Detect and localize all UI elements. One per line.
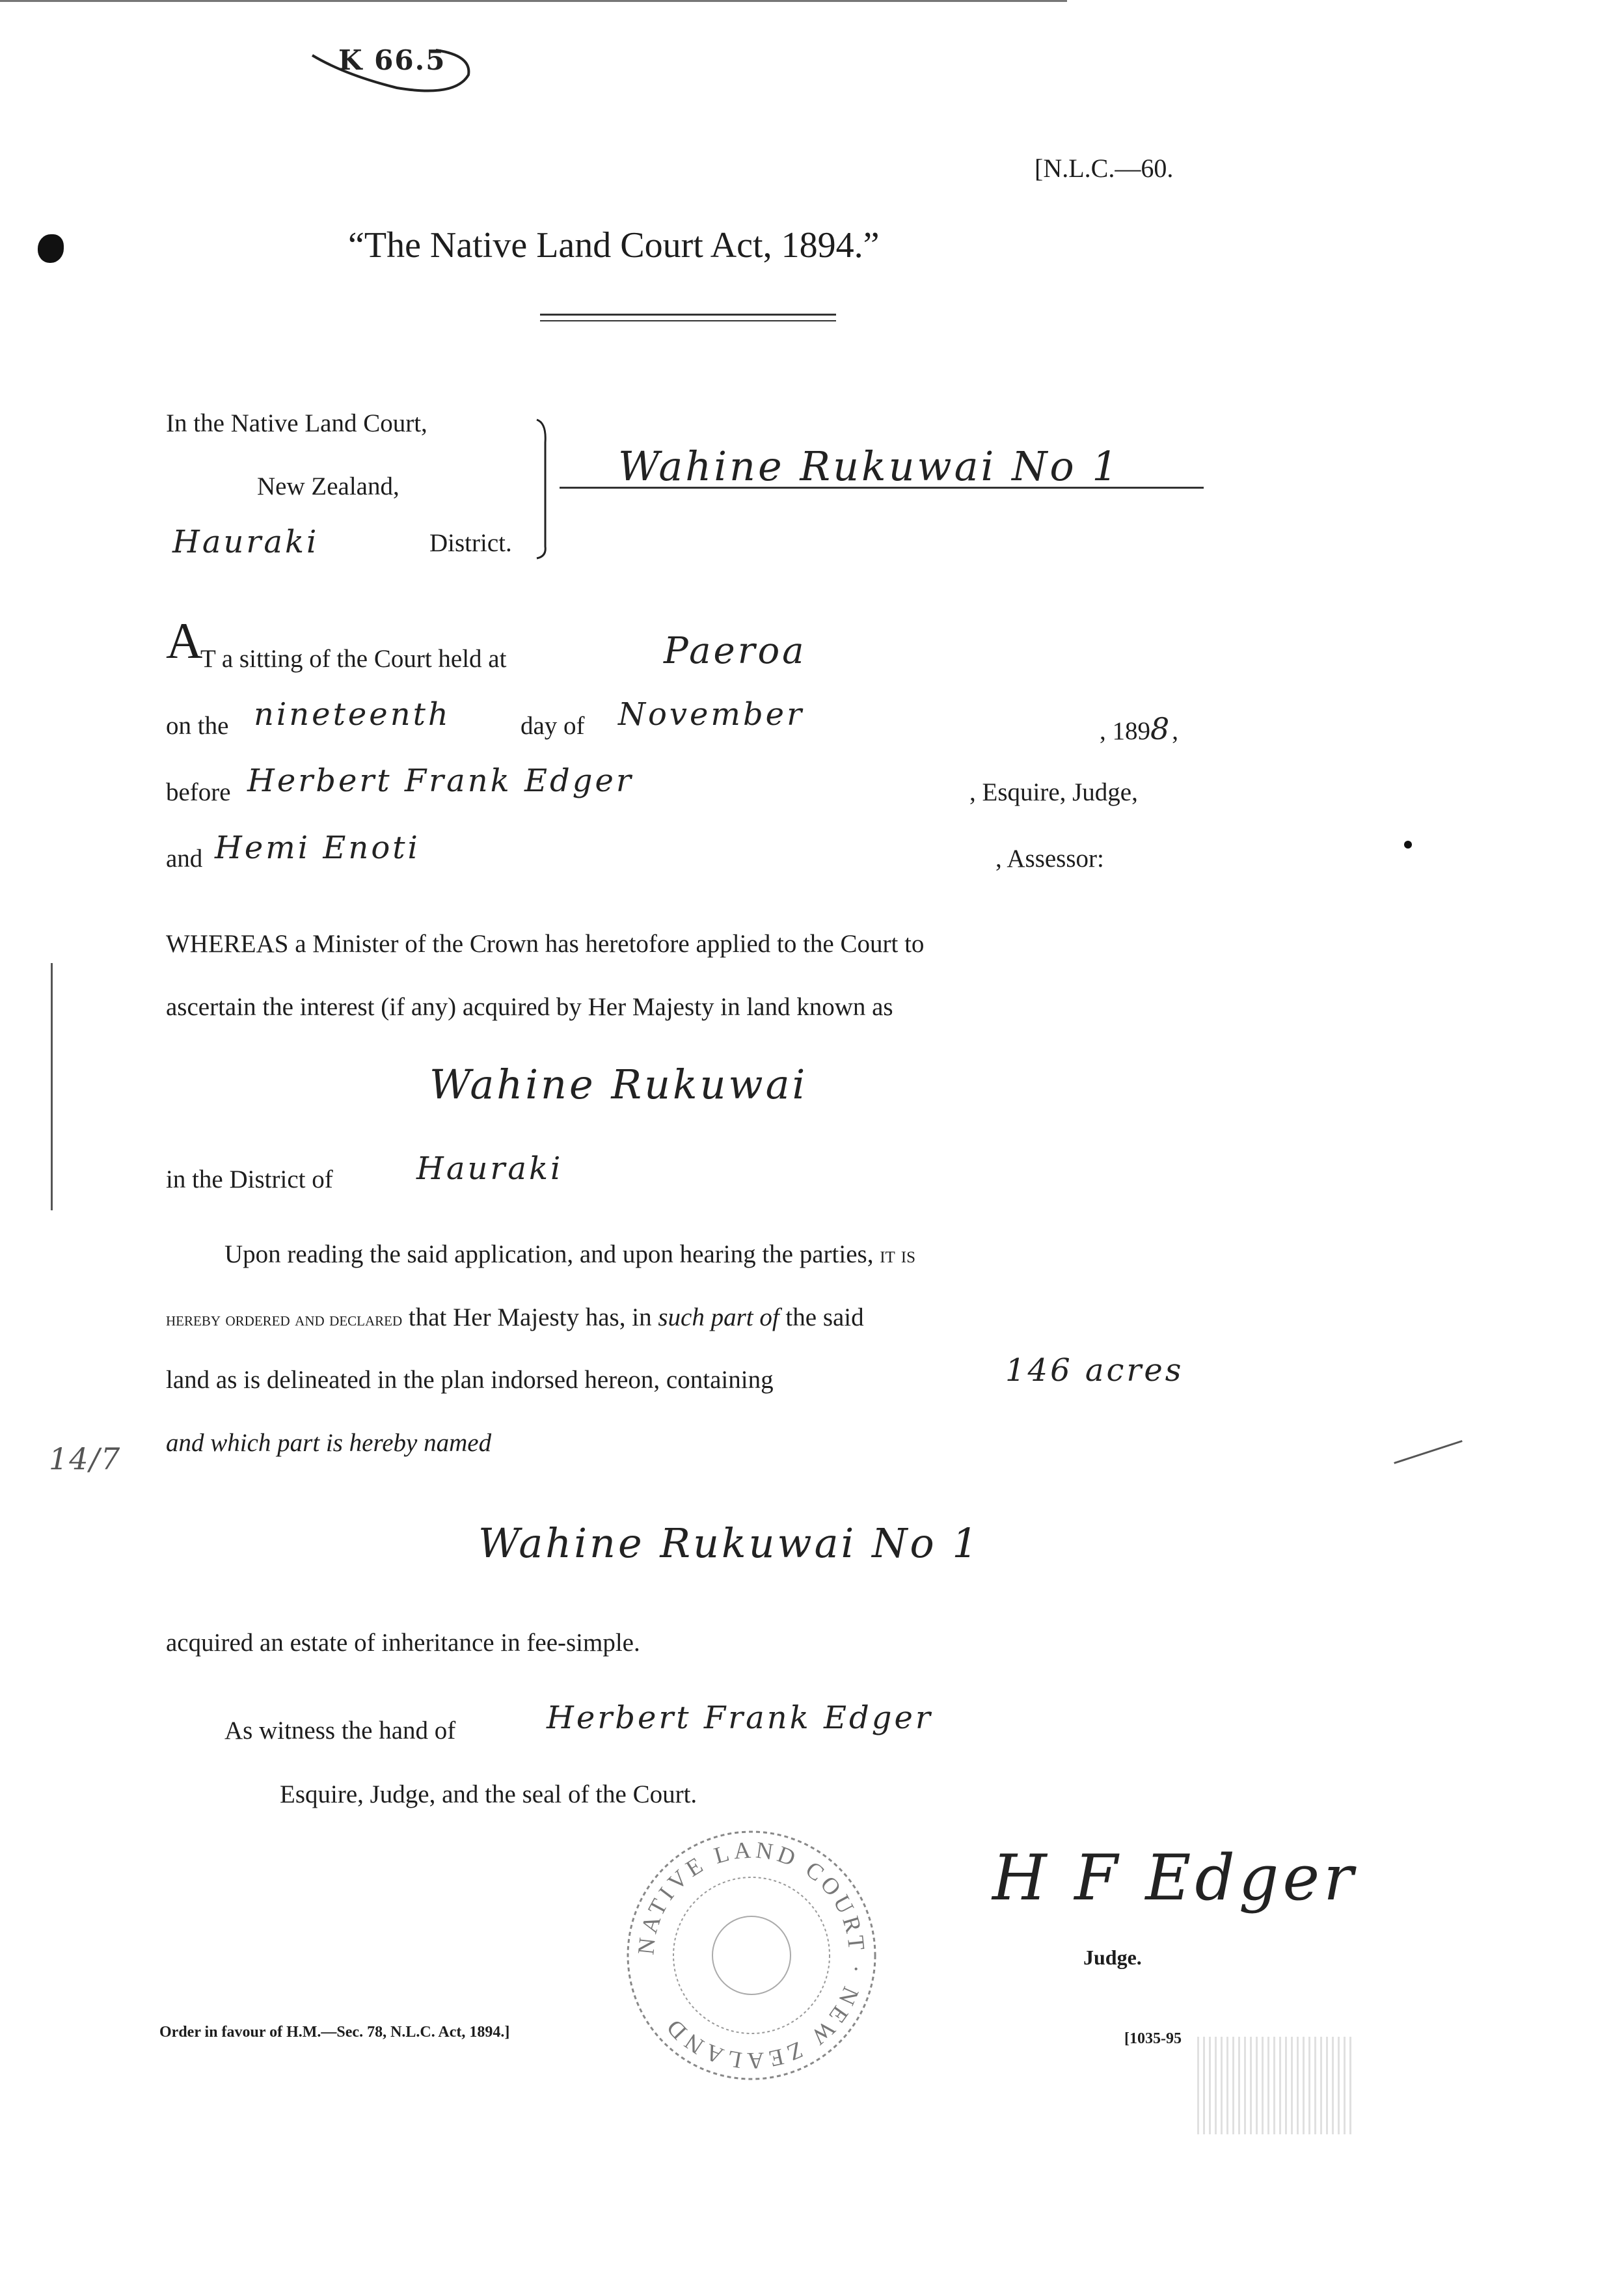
land-name: Wahine Rukuwai <box>429 1061 808 1108</box>
court-line-2: New Zealand, <box>257 472 399 500</box>
witness-line-2: Esquire, Judge, and the seal of the Court. <box>280 1780 697 1808</box>
witness-name: Herbert Frank Edger <box>547 1700 933 1736</box>
sitting-on-label: on the <box>166 712 229 740</box>
area-value: 146 acres <box>1005 1352 1184 1389</box>
scan-stroke <box>1394 1440 1463 1464</box>
order-line-2-text: that Her Majesty has, in <box>408 1303 652 1331</box>
title-rule <box>540 320 836 321</box>
block-name: Wahine Rukuwai No 1 <box>618 442 1120 490</box>
punch-hole-mark <box>38 234 64 263</box>
order-line-1-caps: it is <box>880 1242 916 1268</box>
scan-smudge <box>1197 2037 1353 2134</box>
judge-name: Herbert Frank Edger <box>247 763 634 799</box>
whereas-line-2: ascertain the interest (if any) acquired by Her Majesty in land known as <box>166 993 893 1021</box>
reference-mark-loop <box>306 36 481 107</box>
order-line-3: land as is delineated in the plan indorsed hereon, containing <box>166 1366 774 1394</box>
reference-mark: K 66.5 <box>338 44 446 76</box>
witness-label: As witness the hand of <box>224 1717 456 1745</box>
order-line-4: and which part is hereby named <box>166 1429 492 1457</box>
footer-order-note: Order in favour of H.M.—Sec. 78, N.L.C. Act, 1894.] <box>159 2024 510 2041</box>
year-prefix: , 189 <box>1100 717 1150 745</box>
year-suffix: , <box>1172 717 1179 745</box>
assessor-name: Hemi Enoti <box>215 830 420 866</box>
margin-line <box>51 963 53 1210</box>
sitting-day: nineteenth <box>254 696 451 733</box>
footer-print-code: [1035-95 <box>1124 2030 1182 2047</box>
part-name: Wahine Rukuwai No 1 <box>478 1519 981 1567</box>
court-bracket <box>534 416 560 560</box>
assessor-title: , Assessor: <box>995 845 1104 873</box>
signature-title: Judge. <box>1083 1946 1142 1969</box>
seal-text: NATIVE LAND COURT · NEW ZEALAND <box>632 1836 871 2074</box>
order-line-1 <box>224 1240 915 1269</box>
before-label: before <box>166 778 231 806</box>
district-of-name: Hauraki <box>416 1150 563 1187</box>
margin-note: 14/7 <box>49 1441 122 1476</box>
sitting-month: November <box>618 696 805 733</box>
sitting-year <box>1100 711 1178 746</box>
page-title: “The Native Land Court Act, 1894.” <box>348 225 880 265</box>
district-of-label: in the District of <box>166 1165 333 1193</box>
sitting-dayof-label: day of <box>521 712 585 740</box>
district-name: Hauraki <box>172 524 319 560</box>
judge-signature: H F Edger <box>992 1842 1358 1914</box>
form-number: [N.L.C.—60. <box>1035 154 1174 183</box>
order-line-2-ital: such part of <box>658 1303 779 1331</box>
sitting-place: Paeroa <box>664 630 807 672</box>
title-rule <box>540 314 836 316</box>
and-label: and <box>166 845 203 873</box>
scan-top-edge <box>0 0 1067 2</box>
district-label: District. <box>429 529 512 557</box>
sitting-initial: A <box>166 612 203 669</box>
order-line-2-caps: hereby ordered and declared <box>166 1309 403 1330</box>
order-line-2-end: the said <box>785 1303 864 1331</box>
order-line-5: acquired an estate of inheritance in fee-simple. <box>166 1629 640 1657</box>
order-line-2 <box>166 1303 864 1332</box>
svg-text:NATIVE LAND COURT · NEW ZEALAN <box>632 1836 870 2074</box>
year-digit: 8 <box>1150 711 1172 746</box>
whereas-line-1: WHEREAS a Minister of the Crown has heretofore applied to the Court to <box>166 930 925 958</box>
court-seal-icon <box>621 1825 882 2086</box>
sitting-at-label: T a sitting of the Court held at <box>200 645 507 673</box>
order-line-1-text: Upon reading the said application, and upon hearing the parties, <box>224 1240 874 1268</box>
judge-title: , Esquire, Judge, <box>969 778 1138 806</box>
court-line-1: In the Native Land Court, <box>166 409 427 437</box>
scan-dot <box>1404 841 1412 849</box>
